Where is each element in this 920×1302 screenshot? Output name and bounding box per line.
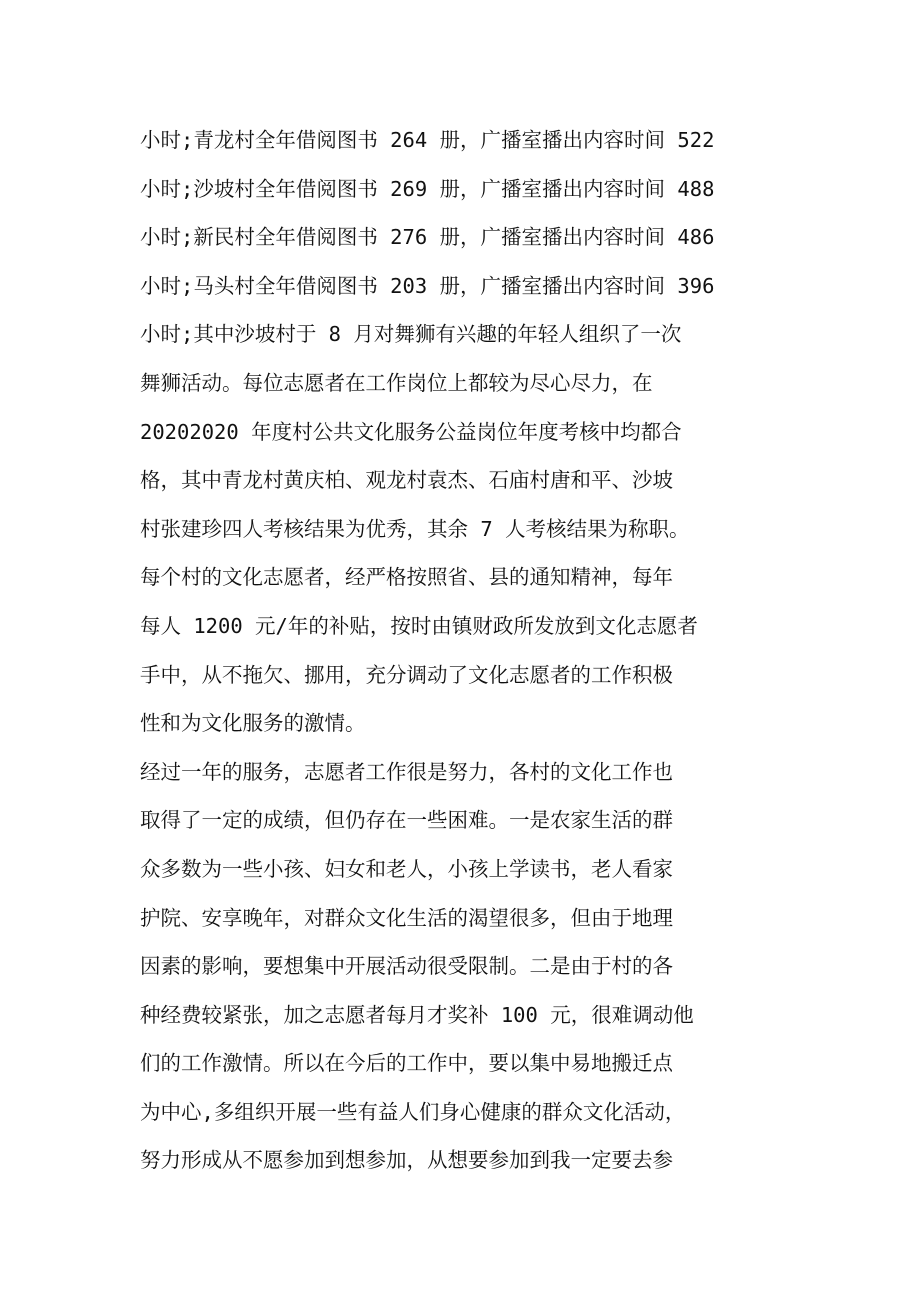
- text-line: 众多数为一些小孩、妇女和老人，小孩上学读书，老人看家: [140, 856, 673, 881]
- text-line: 护院、安享晚年，对群众文化生活的渴望很多，但由于地理: [140, 905, 673, 930]
- text-line: 每个村的文化志愿者，经严格按照省、县的通知精神，每年: [140, 565, 673, 590]
- text-line: 小时;马头村全年借阅图书 203 册，广播室播出内容时间 396: [140, 273, 715, 298]
- text-line: 20202020 年度村公共文化服务公益岗位年度考核中均都合: [140, 419, 682, 444]
- text-line: 性和为文化服务的激情。: [140, 711, 366, 736]
- text-line: 经过一年的服务，志愿者工作很是努力，各村的文化工作也: [140, 759, 673, 784]
- text-line: 村张建珍四人考核结果为优秀，其余 7 人考核结果为称职。: [140, 516, 690, 541]
- text-line: 每人 1200 元/年的补贴，按时由镇财政所发放到文化志愿者: [140, 613, 698, 638]
- text-line: 小时;其中沙坡村于 8 月对舞狮有兴趣的年轻人组织了一次: [140, 322, 682, 347]
- text-line: 小时;青龙村全年借阅图书 264 册，广播室播出内容时间 522: [140, 128, 715, 152]
- text-line: 种经费较紧张，加之志愿者每月才奖补 100 元，很难调动他: [140, 1002, 694, 1027]
- body-text: [140, 116, 790, 1185]
- text-line: 小时;新民村全年借阅图书 276 册，广播室播出内容时间 486: [140, 225, 715, 250]
- text-line: 小时;沙坡村全年借阅图书 269 册，广播室播出内容时间 488: [140, 176, 715, 201]
- text-line: 格，其中青龙村黄庆柏、观龙村袁杰、石庙村唐和平、沙坡: [140, 468, 673, 493]
- text-line: 舞狮活动。每位志愿者在工作岗位上都较为尽心尽力，在: [140, 370, 653, 395]
- text-line: 取得了一定的成绩，但仍存在一些困难。一是农家生活的群: [140, 808, 673, 833]
- text-line: 因素的影响，要想集中开展活动很受限制。二是由于村的各: [140, 954, 673, 979]
- text-line: 们的工作激情。所以在今后的工作中，要以集中易地搬迁点: [140, 1051, 673, 1076]
- text-line: 努力形成从不愿参加到想参加，从想要参加到我一定要去参: [140, 1148, 673, 1173]
- text-line: 为中心,多组织开展一些有益人们身心健康的群众文化活动，: [140, 1099, 686, 1124]
- text-line: 手中，从不拖欠、挪用，充分调动了文化志愿者的工作积极: [140, 662, 673, 687]
